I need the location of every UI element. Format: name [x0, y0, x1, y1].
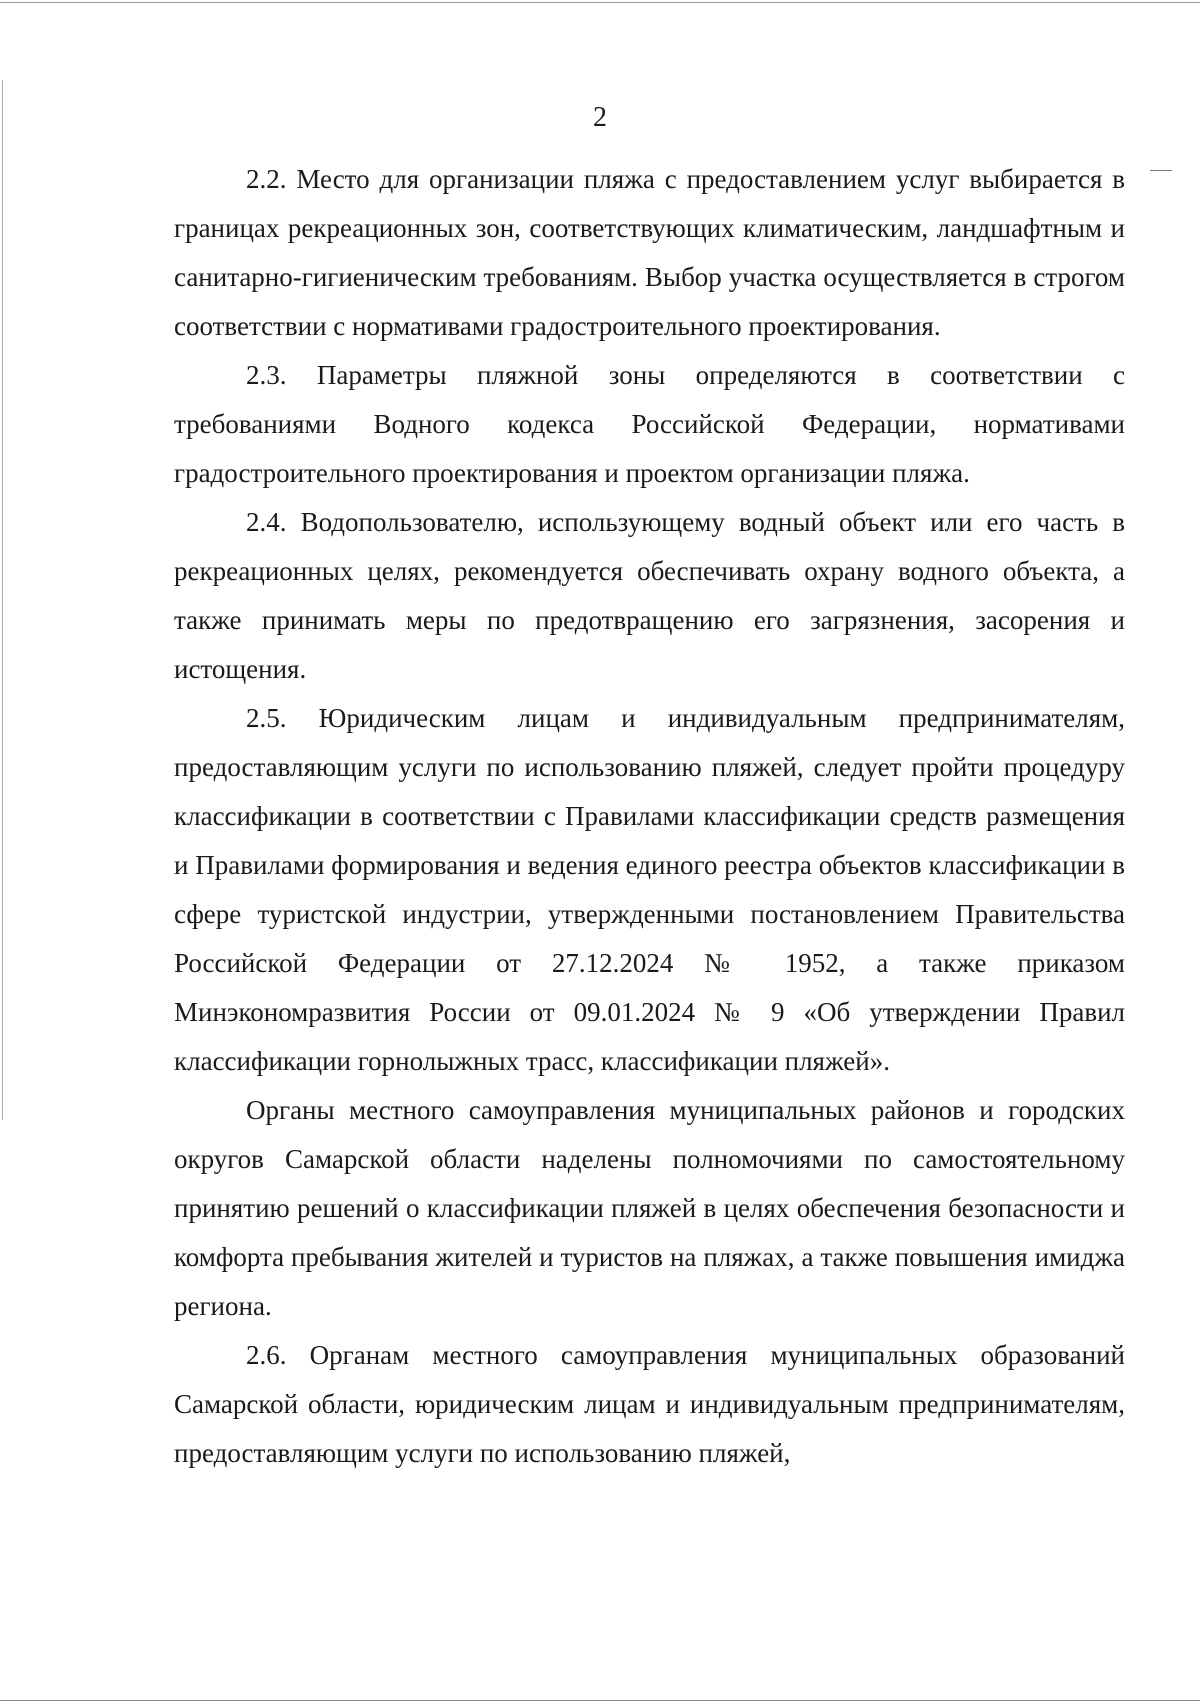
- paragraph-2-3: 2.3. Параметры пляжной зоны определяются в соответствии с требованиями Водного кодекса Российской Федерации, нормативами градостроительного проектирования и проектом организации пляжа.: [174, 360, 1125, 488]
- scan-edge-top: [0, 2, 1200, 3]
- paragraph-2-2: 2.2. Место для организации пляжа с предоставлением услуг выбирается в границах рекреационных зон, соответствующих климатическим, ландшафтным и санитарно-гигиеническим требованиям. Выбор участка осуществляется в строгом соответствии с нормативами градостроительного проектирования.: [174, 164, 1125, 341]
- document-body: [174, 155, 1125, 1478]
- scan-edge-left: [2, 80, 3, 1120]
- paragraph-2-6: 2.6. Органам местного самоуправления муниципальных образований Самарской области, юридическим лицам и индивидуальным предпринимателям, предоставляющим услуги по использованию пляжей,: [174, 1340, 1125, 1468]
- scan-edge-bottom: [0, 1700, 1200, 1701]
- paragraph-2-5: 2.5. Юридическим лицам и индивидуальным предпринимателям, предоставляющим услуги по использованию пляжей, следует пройти процедуру классификации в соответствии с Правилами классификации средств размещения и Правилами формирования и ведения единого реестра объектов классификации в сфере туристской индустрии, утвержденными постановлением Правительства Российской Федерации от 27.12.2024 № 1952, а также приказом Минэкономразвития России от 09.01.2024 № 9 «Об утверждении Правил классификации горнолыжных трасс, классификации пляжей».: [174, 703, 1125, 1076]
- page-number: 2: [593, 102, 607, 133]
- scan-mark-right: [1150, 170, 1172, 171]
- paragraph-2-4: 2.4. Водопользователю, использующему водный объект или его часть в рекреационных целях, рекомендуется обеспечивать охрану водного объекта, а также принимать меры по предотвращению его загрязнения, засорения и истощения.: [174, 507, 1125, 684]
- paragraph-local-authorities: Органы местного самоуправления муниципальных районов и городских округов Самарской области наделены полномочиями по самостоятельному принятию решений о классификации пляжей в целях обеспечения безопасности и комфорта пребывания жителей и туристов на пляжах, а также повышения имиджа региона.: [174, 1095, 1125, 1321]
